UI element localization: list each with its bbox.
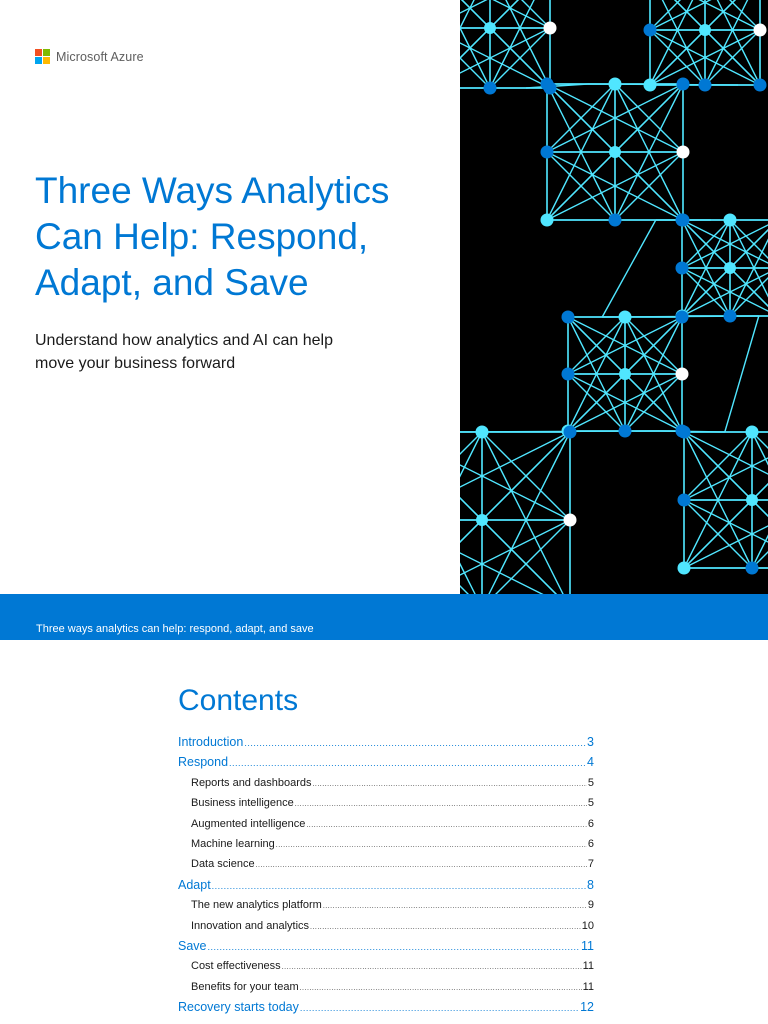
toc-entry[interactable] [178,773,594,793]
toc-entry-label: Save [178,938,207,953]
toc-entry-label: The new analytics platform [191,899,322,912]
network-edge [684,500,768,568]
network-node [484,82,497,95]
toc-entry-page: 5 [587,797,594,810]
toc-entry[interactable] [178,854,594,874]
logo-square-red [35,49,42,56]
toc-entry-label: Data science [191,858,255,871]
network-node [678,426,691,439]
network-edge [752,500,768,568]
toc-dot-leader [306,814,587,836]
toc-entry[interactable] [178,732,594,752]
network-node [746,494,758,506]
network-node [677,78,690,91]
network-node [724,262,736,274]
toc-entry-label: Machine learning [191,837,275,850]
network-edge [460,432,570,520]
logo-square-green [43,49,50,56]
toc-entry-page: 12 [580,1000,594,1015]
page-subtitle: Understand how analytics and AI can help move your business forward [35,332,333,372]
toc-entry[interactable] [178,895,594,915]
network-node [746,426,759,439]
toc-entry-page: 11 [581,938,594,953]
toc-entry-label: Recovery starts today [178,1000,299,1015]
network-node [754,24,767,37]
toc-dot-leader [310,916,581,938]
toc-entry-page: 4 [587,755,594,770]
toc-entry[interactable] [178,834,594,854]
section-band [0,594,768,640]
toc-entry-page: 9 [587,899,594,912]
network-illustration [460,0,768,594]
network-node [609,78,622,91]
network-node [699,24,711,36]
toc-entry[interactable] [178,814,594,834]
network-edge [460,432,482,520]
microsoft-logo-icon [35,49,50,64]
network-node [699,79,712,92]
network-node [676,368,689,381]
table-of-contents [178,640,594,1024]
network-edge [752,432,768,500]
toc-entry-label: Reports and dashboards [191,776,312,789]
toc-dot-leader [208,936,581,957]
toc-entry-label: Augmented intelligence [191,817,306,830]
toc-entry-label: Adapt [178,877,211,892]
network-node [678,494,691,507]
network-node [644,79,657,92]
toc-dot-leader [276,834,587,856]
network-node [564,426,577,439]
network-edge [725,316,759,432]
band-title: Three ways analytics can help: respond, adapt, and save [36,623,314,635]
network-edge [684,432,768,500]
logo-square-yellow [43,57,50,64]
network-edge [460,0,490,28]
network-node [562,368,575,381]
network-edge [705,0,760,85]
toc-entry[interactable] [178,875,594,895]
network-edge [460,432,570,520]
toc-dot-leader [323,895,587,917]
toc-entry-label: Innovation and analytics [191,919,310,932]
toc-dot-leader [229,752,586,773]
network-node [484,22,496,34]
network-node [754,79,767,92]
network-node [609,146,621,158]
network-node [562,311,575,324]
network-node [541,214,554,227]
toc-entry-page: 3 [587,735,594,749]
network-node [724,310,737,323]
toc-list [178,732,594,1017]
network-edge [684,432,768,500]
network-node [724,214,737,227]
network-edge [602,220,656,317]
network-node [676,262,689,275]
toc-entry-page: 7 [587,858,594,871]
network-node [564,514,577,527]
toc-entry-page: 5 [587,776,594,789]
toc-entry-page: 6 [587,837,594,850]
toc-dot-leader [244,732,586,753]
toc-entry-label: Benefits for your team [191,980,299,993]
network-edge [460,520,570,594]
network-edge [650,0,705,85]
toc-entry-page: 11 [582,960,594,973]
network-edge [752,432,768,500]
network-edge [752,500,768,568]
toc-dot-leader [300,977,582,999]
network-node [746,562,759,575]
network-edge [684,500,768,568]
network-node [609,214,622,227]
network-node [676,214,689,227]
toc-dot-leader [295,793,587,815]
toc-entry-page: 8 [587,877,594,892]
network-edge [460,520,570,594]
brand [35,49,144,64]
toc-dot-leader [212,875,586,896]
toc-dot-leader [300,997,579,1018]
toc-dot-leader [256,854,587,876]
brand-name: Microsoft Azure [56,49,144,64]
network-node [619,311,632,324]
network-graph-icon [460,0,768,594]
toc-dot-leader [282,956,582,978]
network-node [676,311,689,324]
toc-entry[interactable] [178,916,594,936]
network-node [476,426,489,439]
toc-dot-leader [312,773,586,795]
network-node [541,78,554,91]
page-title: Three Ways Analytics Can Help: Respond, Adapt, and Save [35,170,390,303]
network-node [619,425,632,438]
network-node [476,514,488,526]
network-edge [460,432,570,594]
network-node [678,562,691,575]
toc-entry[interactable] [178,936,594,956]
network-node [541,146,554,159]
toc-entry[interactable] [178,997,594,1017]
contents-heading: Contents [178,684,299,717]
network-edge [460,432,570,594]
toc-entry-page: 6 [587,817,594,830]
toc-entry-page: 10 [581,919,594,932]
network-edge [659,431,725,432]
toc-entry-page: 11 [582,980,594,993]
toc-entry-label: Business intelligence [191,797,294,810]
network-node [677,146,690,159]
toc-entry-label: Respond [178,755,229,770]
toc-entry[interactable] [178,752,594,772]
network-node [619,368,631,380]
network-edge [705,0,760,85]
network-node [644,24,657,37]
toc-entry[interactable] [178,793,594,813]
network-edge [650,0,705,85]
network-edge [460,520,482,594]
logo-square-blue [35,57,42,64]
network-edge [460,432,482,520]
toc-entry[interactable] [178,977,594,997]
toc-entry-label: Cost effectiveness [191,960,281,973]
toc-entry-label: Introduction [178,735,244,749]
network-node [544,22,557,35]
toc-entry[interactable] [178,956,594,976]
